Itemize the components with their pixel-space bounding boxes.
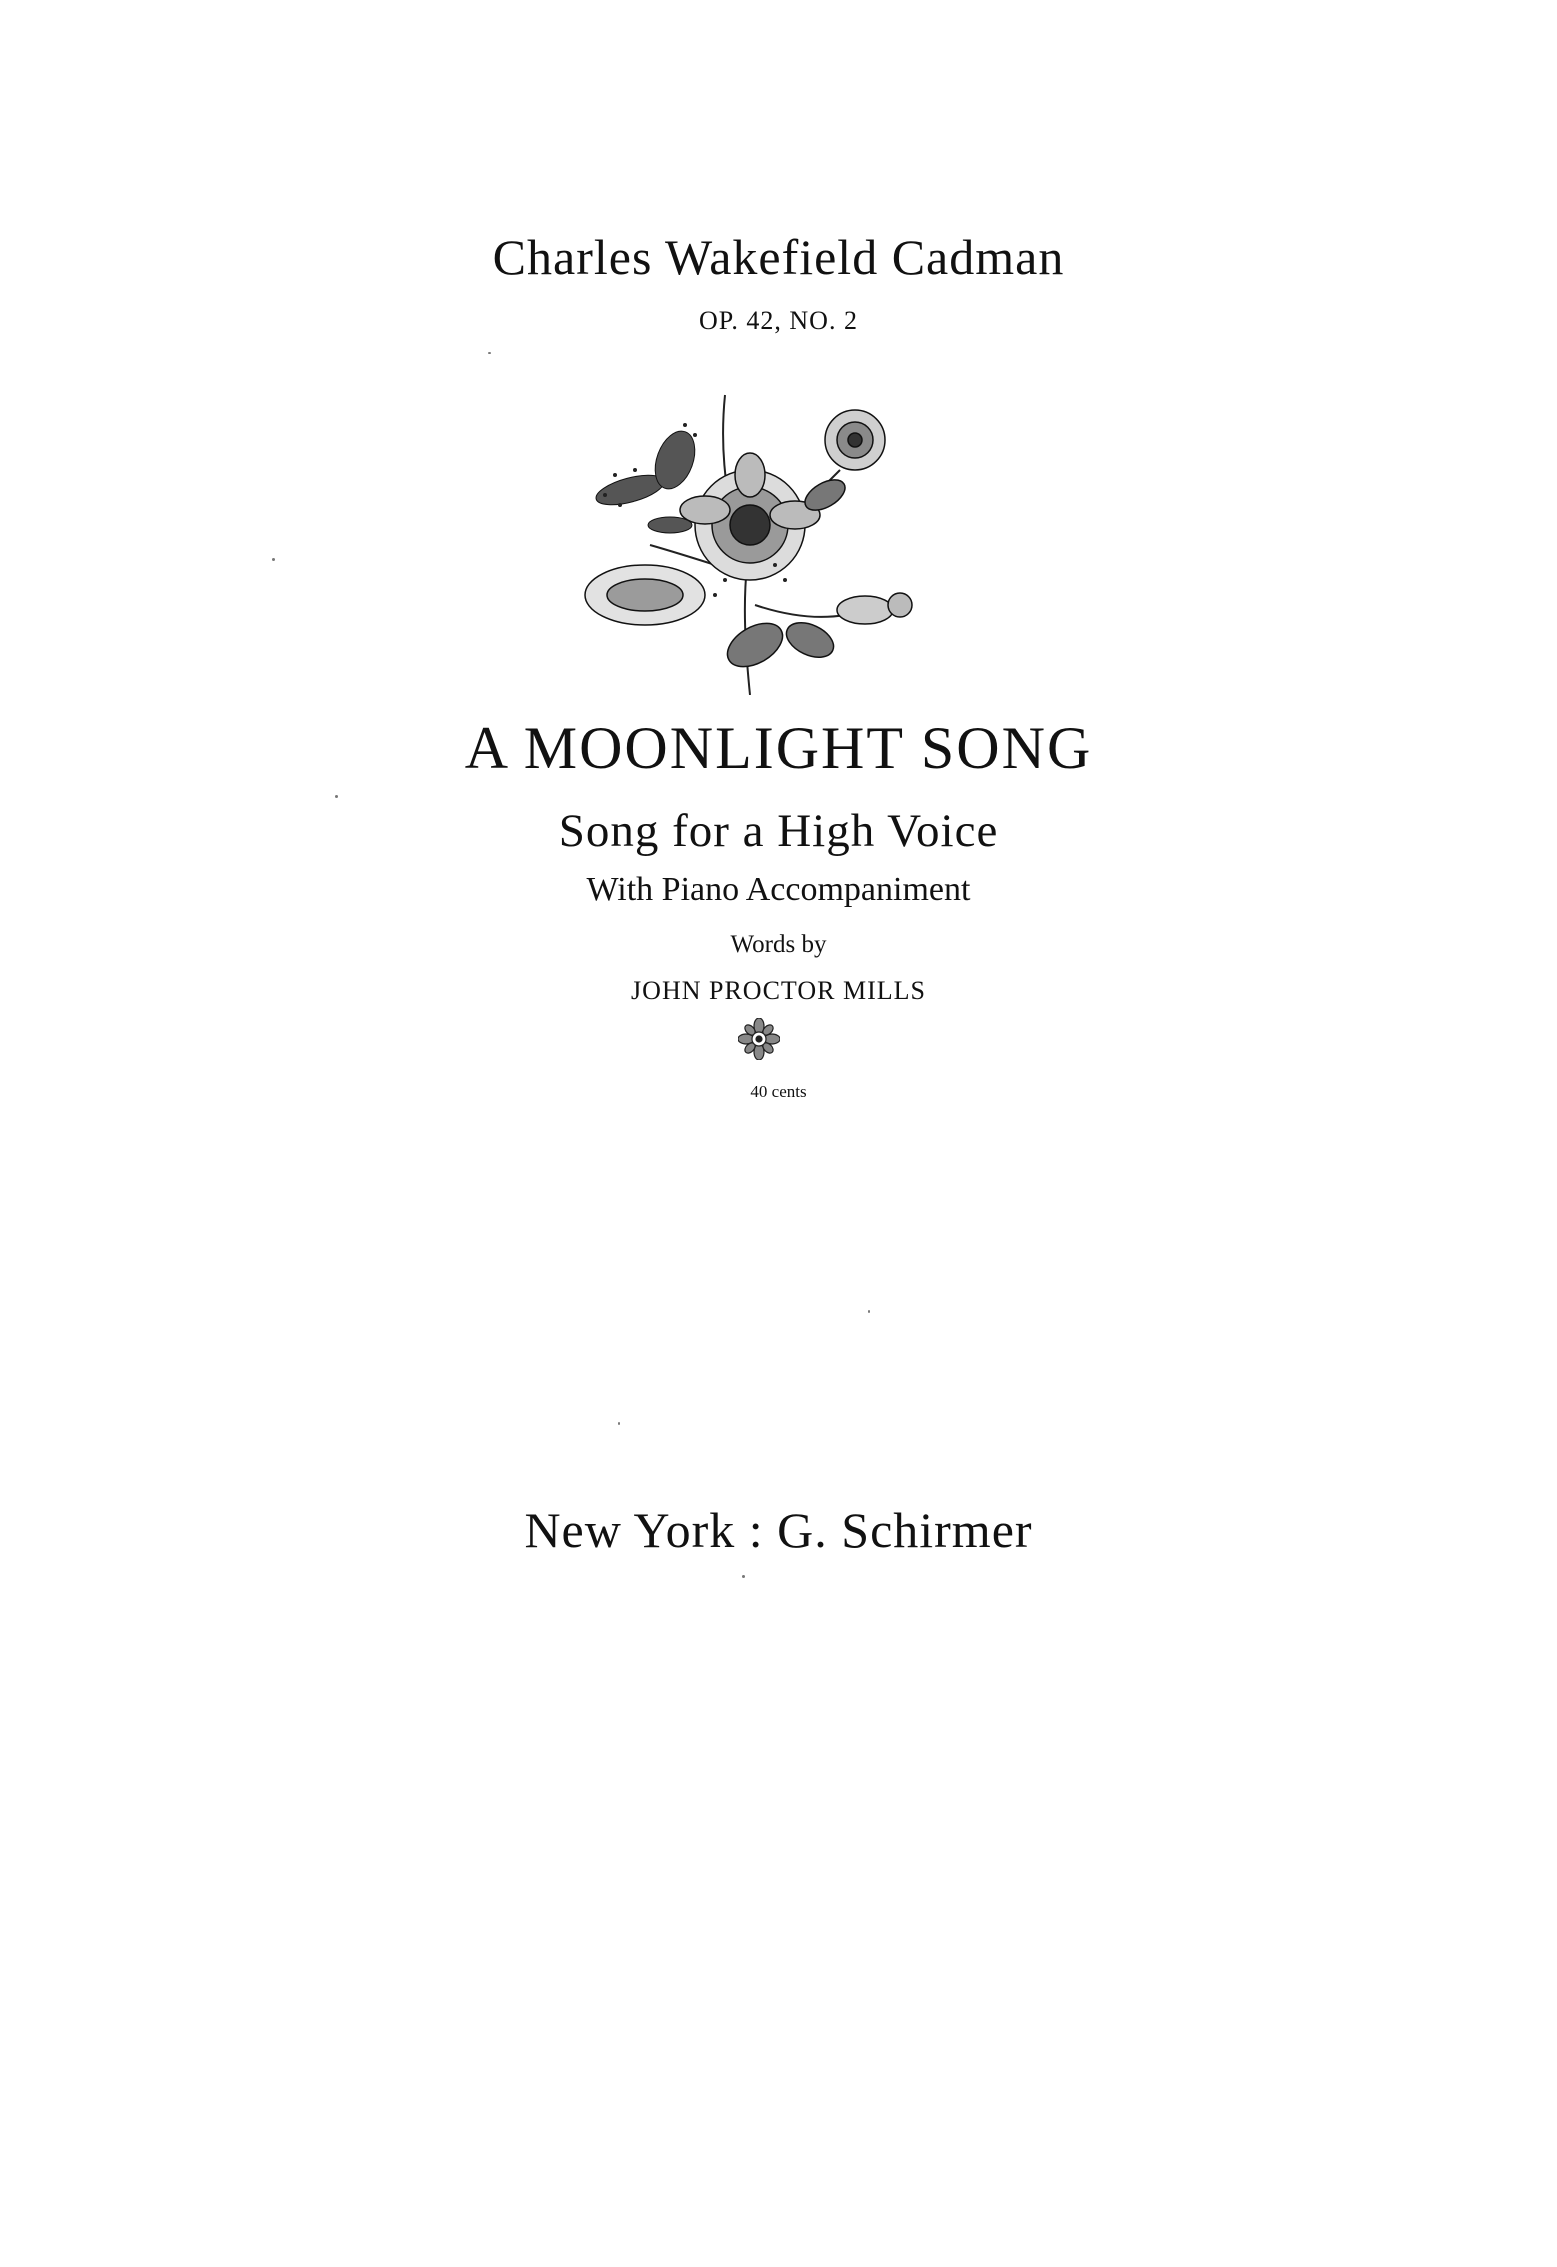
price-label: 40 cents: [750, 1082, 807, 1101]
scan-speck: [618, 1422, 620, 1425]
scan-speck: [335, 795, 338, 798]
scan-speck: [488, 352, 491, 354]
accompaniment-note: With Piano Accompaniment: [586, 871, 971, 908]
scan-speck: [868, 1310, 870, 1313]
floral-ornament-icon: [738, 1018, 780, 1060]
words-by-label: Words by: [730, 931, 827, 958]
scan-speck: [272, 558, 275, 561]
lyricist-name: JOHN PROCTOR MILLS: [631, 976, 926, 1005]
composer-name: Charles Wakefield Cadman: [492, 229, 1065, 285]
song-title: A MOONLIGHT SONG: [464, 715, 1093, 781]
scan-speck: [742, 1575, 745, 1578]
publisher-imprint: New York : G. Schirmer: [524, 1502, 1033, 1558]
opus-number: OP. 42, NO. 2: [699, 306, 858, 335]
floral-bouquet-icon: [575, 365, 925, 695]
song-subtitle: Song for a High Voice: [558, 805, 999, 857]
